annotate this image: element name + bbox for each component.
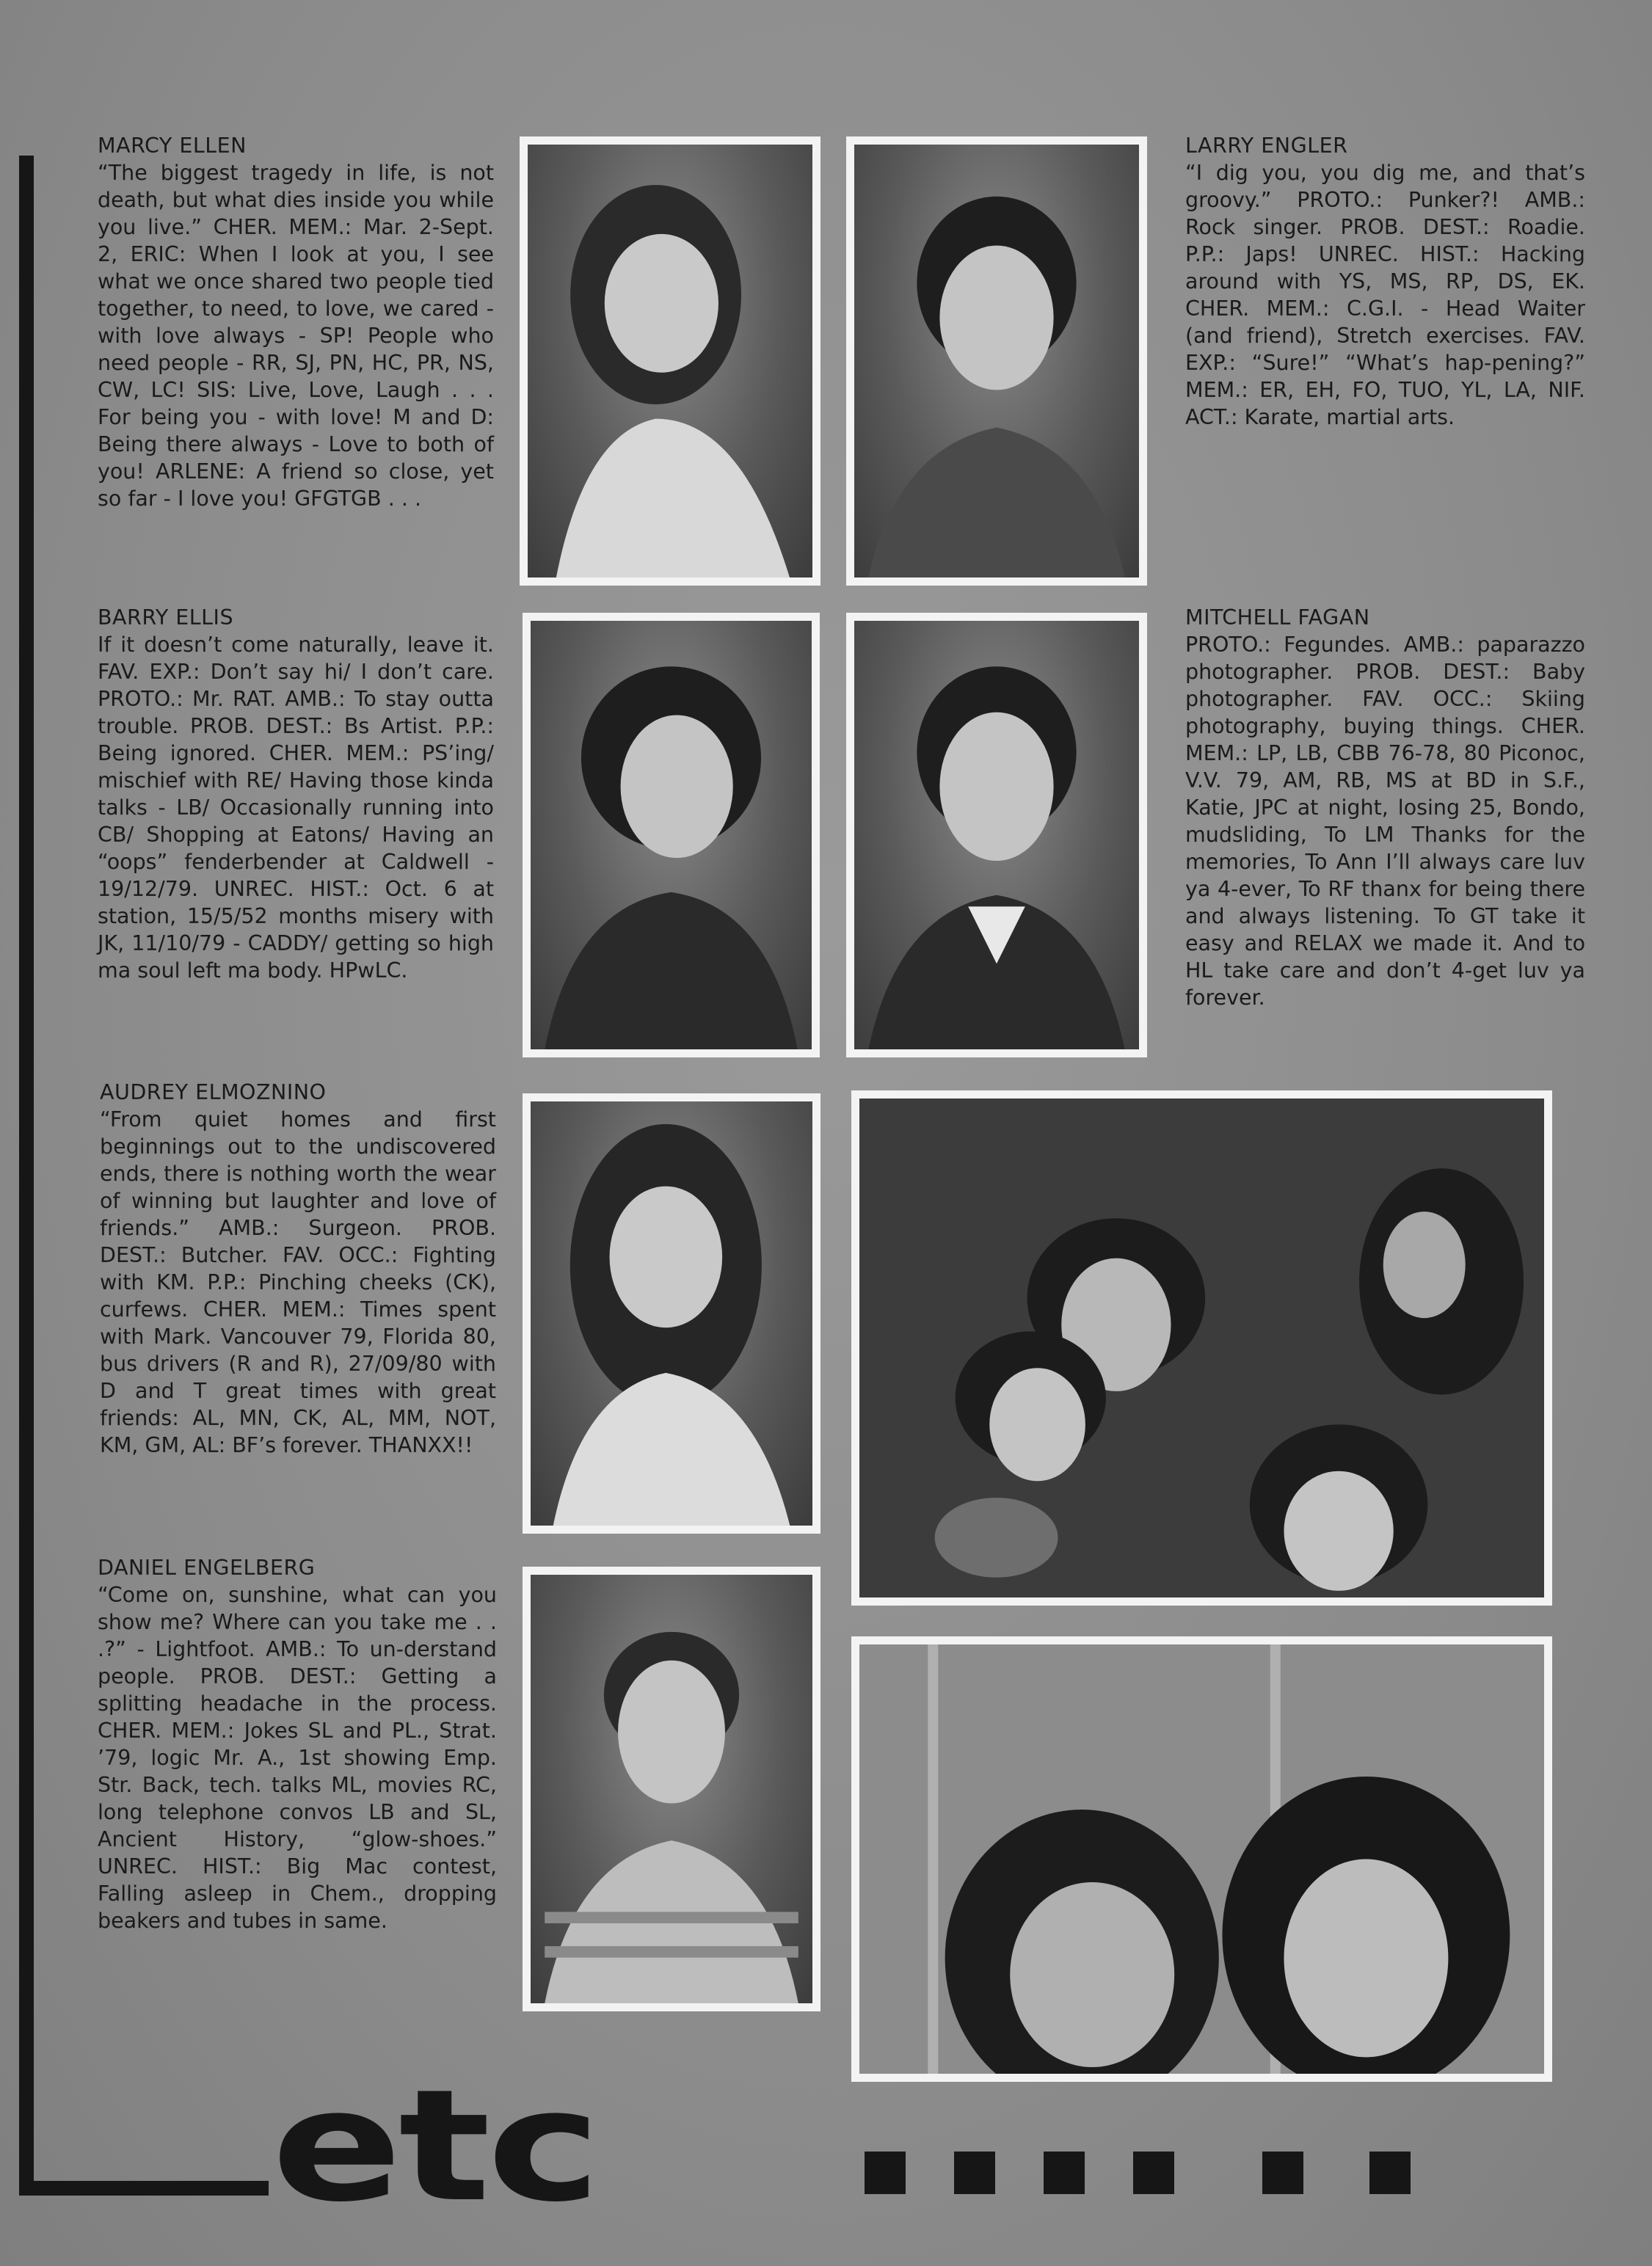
student-bio: If it doesn’t come naturally, leave it. FAV. EXP.: Don’t say hi/ I don’t care. PROTO.: Mr. RAT. AMB.: To stay outta trouble. PROB. DEST.: Bs Artist. P.P.: Being ignored. CHER. MEM.: PS’ing/ mischief with RE/ Having those kinda talks - LB/ Occasionally running into CB/ Shopping at Eatons/ Having an “oops” fenderbender at Caldwell - 19/12/79. UNREC. HIST.: Oct. 6 at station, 15/5/52 months misery with JK, 11/10/79 - CADDY/ getting so high ma soul left ma body. HPwLC. xyxy=(98,633,494,983)
student-name: BARRY ELLIS xyxy=(98,605,234,630)
entry-barry-ellis xyxy=(98,604,494,984)
ellipsis-dot xyxy=(954,2152,995,2194)
student-bio: “From quiet homes and first beginnings out to the undiscovered ends, there is nothing worth the wear of winning but laughter and love of friends.” AMB.: Surgeon. PROB. DEST.: Butcher. FAV. OCC.: Fighting with KM. P.P.: Pinching cheeks (CK), curfews. CHER. MEM.: Times spent with Mark. Vancouver 79, Florida 80, bus drivers (R and R), 27/09/80 with D and T great times with great friends: AL, MN, CK, AL, MM, NOT, KM, GM, AL: BF’s forever. THANXX!! xyxy=(100,1107,496,1457)
bracket-base-bar xyxy=(19,2181,269,2196)
student-name: MARCY ELLEN xyxy=(98,134,247,158)
portrait-photo-mitchell-fagan xyxy=(846,613,1147,1057)
student-name: LARRY ENGLER xyxy=(1185,134,1348,158)
ellipsis-dot xyxy=(1369,2152,1411,2194)
student-name: DANIEL ENGELBERG xyxy=(98,1556,316,1580)
student-bio: “I dig you, you dig me, and that’s groovy.” PROTO.: Punker?! AMB.: Rock singer. PROB. DEST.: Roadie. P.P.: Japs! UNREC. HIST.: Hacking around with YS, MS, RP, DS, EK. CHER. MEM.: C.G.I. - Head Waiter (and friend), Stretch exercises. FAV. EXP.: “Sure!” “What’s hap-pening?” MEM.: ER, EH, FO, TUO, YL, LA, NIF. ACT.: Karate, martial arts. xyxy=(1185,161,1585,429)
student-name: MITCHELL FAGAN xyxy=(1185,605,1370,630)
entry-mitchell-fagan xyxy=(1185,604,1585,1011)
entry-audrey-elmoznino xyxy=(100,1079,496,1459)
student-name: AUDREY ELMOZNINO xyxy=(100,1080,327,1104)
portrait-photo-barry-ellis xyxy=(523,613,820,1057)
entry-daniel-engelberg xyxy=(98,1554,497,1934)
student-bio: PROTO.: Fegundes. AMB.: paparazzo photographer. PROB. DEST.: Baby photographer. FAV. OCC.: Skiing photography, buying things. CHER. MEM.: LP, LB, CBB 76-78, 80 Piconoc, V.V. 79, AM, RB, MS at BD in S.F., Katie, JPC at night, losing 25, Bondo, mudsliding, To LM Thanks for the memories, To Ann I’ll always care luv ya 4-ever, To RF thanx for being there and always listening. To GT take it easy and RELAX we made it. And to HL take care and don’t 4-get luv ya forever. xyxy=(1185,633,1585,1010)
entry-larry-engler xyxy=(1185,132,1585,431)
portrait-photo-daniel-engelberg xyxy=(523,1567,820,2011)
ellipsis-dot xyxy=(1044,2152,1085,2194)
left-bracket-bar xyxy=(19,156,34,2196)
student-bio: “Come on, sunshine, what can you show me? Where can you take me . . .?” - Lightfoot. AMB.: To un-derstand people. PROB. DEST.: Getting a splitting headache in the process. CHER. MEM.: Jokes SL and PL., Strat. ’79, logic Mr. A., 1st showing Emp. Str. Back, tech. talks ML, movies RC, long telephone convos LB and SL, Ancient History, “glow-shoes.” UNREC. HIST.: Big Mac contest, Falling asleep in Chem., dropping beakers and tubes in same. xyxy=(98,1583,497,1933)
ellipsis-dot xyxy=(865,2152,906,2194)
entry-marcy-ellen xyxy=(98,132,494,512)
ellipsis-dot xyxy=(1133,2152,1174,2194)
portrait-photo-audrey-elmoznino xyxy=(523,1093,820,1534)
student-bio: “The biggest tragedy in life, is not death, but what dies inside you while you live.” CHER. MEM.: Mar. 2-Sept. 2, ERIC: When I look at you, I see what we once shared two people tied together, to need, to love, we cared - with love always - SP! People who need people - RR, SJ, PN, HC, PR, NS, CW, LC! SIS: Live, Love, Laugh . . . For being you - with love! M and D: Being there always - Love to both of you! ARLENE: A friend so close, yet so far - I love you! GFGTGB . . . xyxy=(98,161,494,511)
candid-photo-group-friends xyxy=(851,1090,1552,1606)
etc-word: etc xyxy=(272,2056,598,2236)
ellipsis-dot xyxy=(1262,2152,1303,2194)
portrait-photo-marcy-ellen xyxy=(520,136,820,586)
portrait-photo-larry-engler xyxy=(846,136,1147,586)
candid-photo-two-girls xyxy=(851,1636,1552,2082)
